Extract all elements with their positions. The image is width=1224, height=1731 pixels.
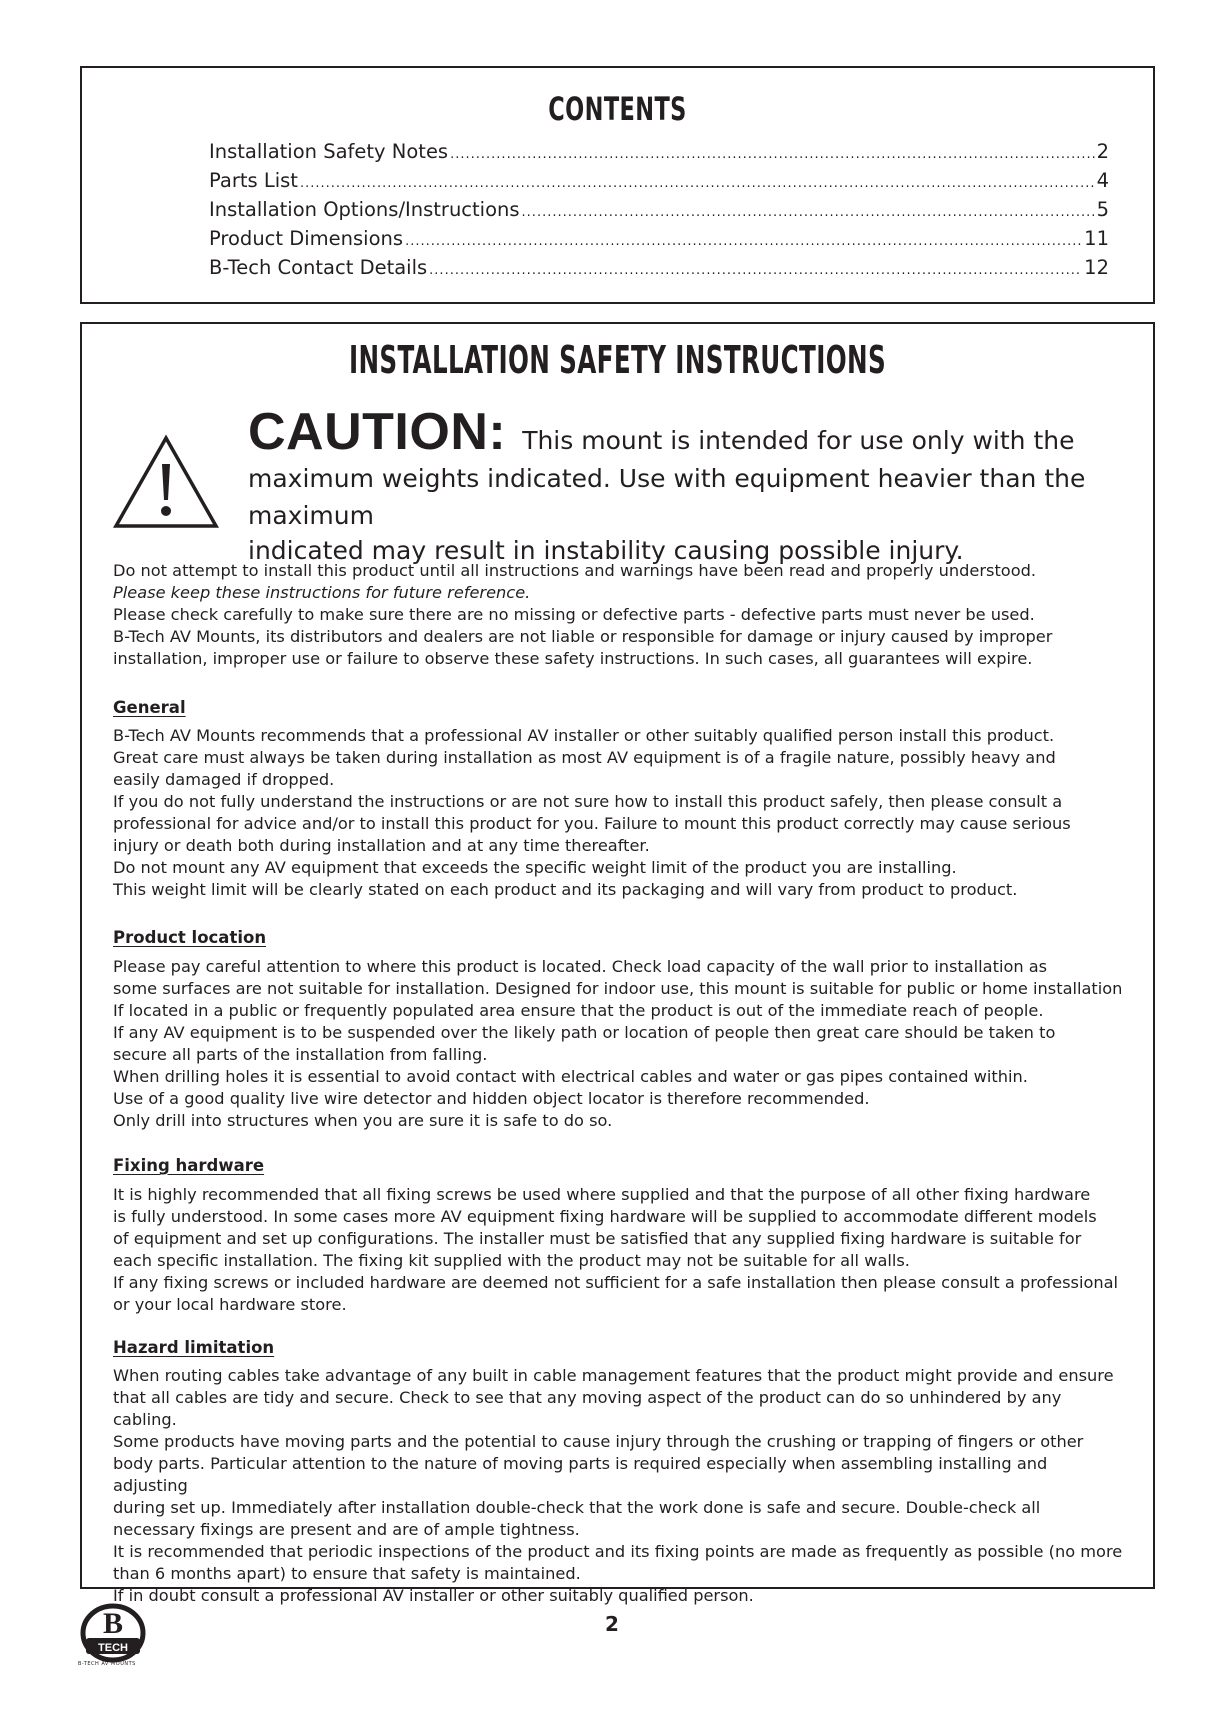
text-line: necessary fixings are present and are of ample tightness. (113, 1520, 580, 1539)
toc-item (209, 140, 1109, 169)
toc-item (209, 169, 1109, 198)
text-line: If any fixing screws or included hardware are deemed not sufficient for a safe installation then please consult a professional (113, 1273, 1119, 1292)
text-line: easily damaged if dropped. (113, 770, 335, 789)
section-body-fixing-hardware (113, 1184, 1123, 1316)
text-line: Some products have moving parts and the potential to cause injury through the crushing or trapping of fingers or other (113, 1432, 1084, 1451)
toc-item-page: 4 (1096, 169, 1109, 192)
toc-item (209, 256, 1109, 285)
caution-line: maximum weights indicated. Use with equipment heavier than the maximum (248, 464, 1086, 530)
text-line: Do not mount any AV equipment that exceeds the specific weight limit of the product you are installing. (113, 858, 957, 877)
contents-title: CONTENTS (548, 90, 687, 128)
text-line: Please check carefully to make sure there are no missing or defective parts - defective parts must never be used. (113, 605, 1035, 624)
text-line: Only drill into structures when you are sure it is safe to do so. (113, 1111, 613, 1130)
text-line: Please pay careful attention to where this product is located. Check load capacity of the wall prior to installation as (113, 957, 1048, 976)
text-line: B-Tech AV Mounts, its distributors and dealers are not liable or responsible for damage or injury caused by improper (113, 627, 1053, 646)
text-line: B-Tech AV Mounts recommends that a professional AV installer or other suitably qualified person install this product. (113, 726, 1055, 745)
text-line: professional for advice and/or to install this product for you. Failure to mount this product correctly may cause serious (113, 814, 1071, 833)
text-line: than 6 months apart) to ensure that safety is maintained. (113, 1564, 581, 1583)
intro-paragraph (113, 560, 1123, 670)
contents-box (80, 66, 1155, 304)
section-heading-general: General (113, 698, 186, 717)
text-line: Use of a good quality live wire detector and hidden object locator is therefore recommended. (113, 1089, 870, 1108)
text-line: secure all parts of the installation from falling. (113, 1045, 488, 1064)
caution-block (248, 402, 1128, 569)
text-line: If you do not fully understand the instructions or are not sure how to install this product safely, then please consult a (113, 792, 1063, 811)
safety-title: INSTALLATION SAFETY INSTRUCTIONS (348, 338, 887, 382)
text-line: or your local hardware store. (113, 1295, 347, 1314)
text-line: It is recommended that periodic inspections of the product and its fixing points are made as frequently as possible (no more (113, 1542, 1123, 1561)
toc-item-page: 5 (1096, 198, 1109, 221)
text-line: It is highly recommended that all fixing screws be used where supplied and that the purpose of all other fixing hardware (113, 1185, 1091, 1204)
text-line: body parts. Particular attention to the nature of moving parts is required especially when assembling installing and adjusting (113, 1454, 1048, 1495)
text-line: some surfaces are not suitable for installation. Designed for indoor use, this mount is suitable for public or home installation (113, 979, 1123, 998)
section-body-general (113, 725, 1123, 901)
section-body-product-location (113, 956, 1123, 1132)
text-line: installation, improper use or failure to observe these safety instructions. In such cases, all guarantees will expire. (113, 649, 1033, 668)
toc-item-label: Installation Safety Notes (209, 140, 449, 163)
toc-leader (450, 147, 1094, 162)
safety-instructions-box (80, 322, 1155, 1605)
toc-item-page: 2 (1096, 140, 1109, 163)
text-line: Great care must always be taken during installation as most AV equipment is of a fragile nature, possibly heavy and (113, 748, 1056, 767)
logo-subtitle: B-TECH AV MOUNTS (78, 1661, 136, 1667)
toc-leader (429, 263, 1082, 278)
logo-text: TECH (98, 1642, 128, 1654)
caution-word: CAUTION: (248, 403, 507, 461)
text-line: When routing cables take advantage of any built in cable management features that the product might provide and ensure (113, 1366, 1114, 1385)
toc-leader (300, 176, 1095, 191)
text-line: Please keep these instructions for future reference. (113, 583, 531, 602)
caution-line: indicated may result in instability causing possible injury. (248, 536, 964, 565)
text-line: If located in a public or frequently populated area ensure that the product is out of the immediate reach of people. (113, 1001, 1044, 1020)
toc-item-label: Product Dimensions (209, 227, 404, 250)
toc-item (209, 198, 1109, 227)
text-line: If any AV equipment is to be suspended over the likely path or location of people then great care should be taken to (113, 1023, 1056, 1042)
section-heading-product-location: Product location (113, 928, 267, 947)
logo-letter: B (102, 1607, 124, 1640)
toc-item-page: 11 (1084, 227, 1109, 250)
text-line: of equipment and set up configurations. The installer must be satisfied that any supplied fixing hardware is suitable for (113, 1229, 1082, 1248)
text-line: Do not attempt to install this product until all instructions and warnings have been read and properly understood. (113, 561, 1037, 580)
toc-item (209, 227, 1109, 256)
warning-triangle-icon (112, 434, 220, 530)
caution-lead-text: This mount is intended for use only with the (522, 426, 1075, 455)
text-line: If in doubt consult a professional AV installer or other suitably qualified person. (113, 1586, 754, 1605)
toc-item-page: 12 (1084, 256, 1109, 279)
toc-leader (405, 234, 1082, 249)
page-number: 2 (605, 1612, 619, 1636)
text-line: When drilling holes it is essential to avoid contact with electrical cables and water or gas pipes contained within. (113, 1067, 1028, 1086)
text-line: that all cables are tidy and secure. Check to see that any moving aspect of the product can do so unhindered by any cabling. (113, 1388, 1062, 1429)
toc-leader (522, 205, 1095, 220)
toc-item-label: Parts List (209, 169, 298, 192)
section-heading-fixing-hardware: Fixing hardware (113, 1156, 265, 1175)
toc-item-label: B-Tech Contact Details (209, 256, 428, 279)
section-heading-hazard-limitation: Hazard limitation (113, 1338, 275, 1357)
toc-item-label: Installation Options/Instructions (209, 198, 520, 221)
text-line: each specific installation. The fixing kit supplied with the product may not be suitable for all walls. (113, 1251, 910, 1270)
text-line: This weight limit will be clearly stated on each product and its packaging and will vary from product to product. (113, 880, 1018, 899)
text-line: during set up. Immediately after installation double-check that the work done is safe and secure. Double-check all (113, 1498, 1041, 1517)
toc-list (209, 140, 1109, 285)
section-body-hazard-limitation (113, 1365, 1123, 1607)
text-line: injury or death both during installation and at any time thereafter. (113, 836, 650, 855)
text-line: is fully understood. In some cases more AV equipment fixing hardware will be supplied to accommodate different models (113, 1207, 1097, 1226)
